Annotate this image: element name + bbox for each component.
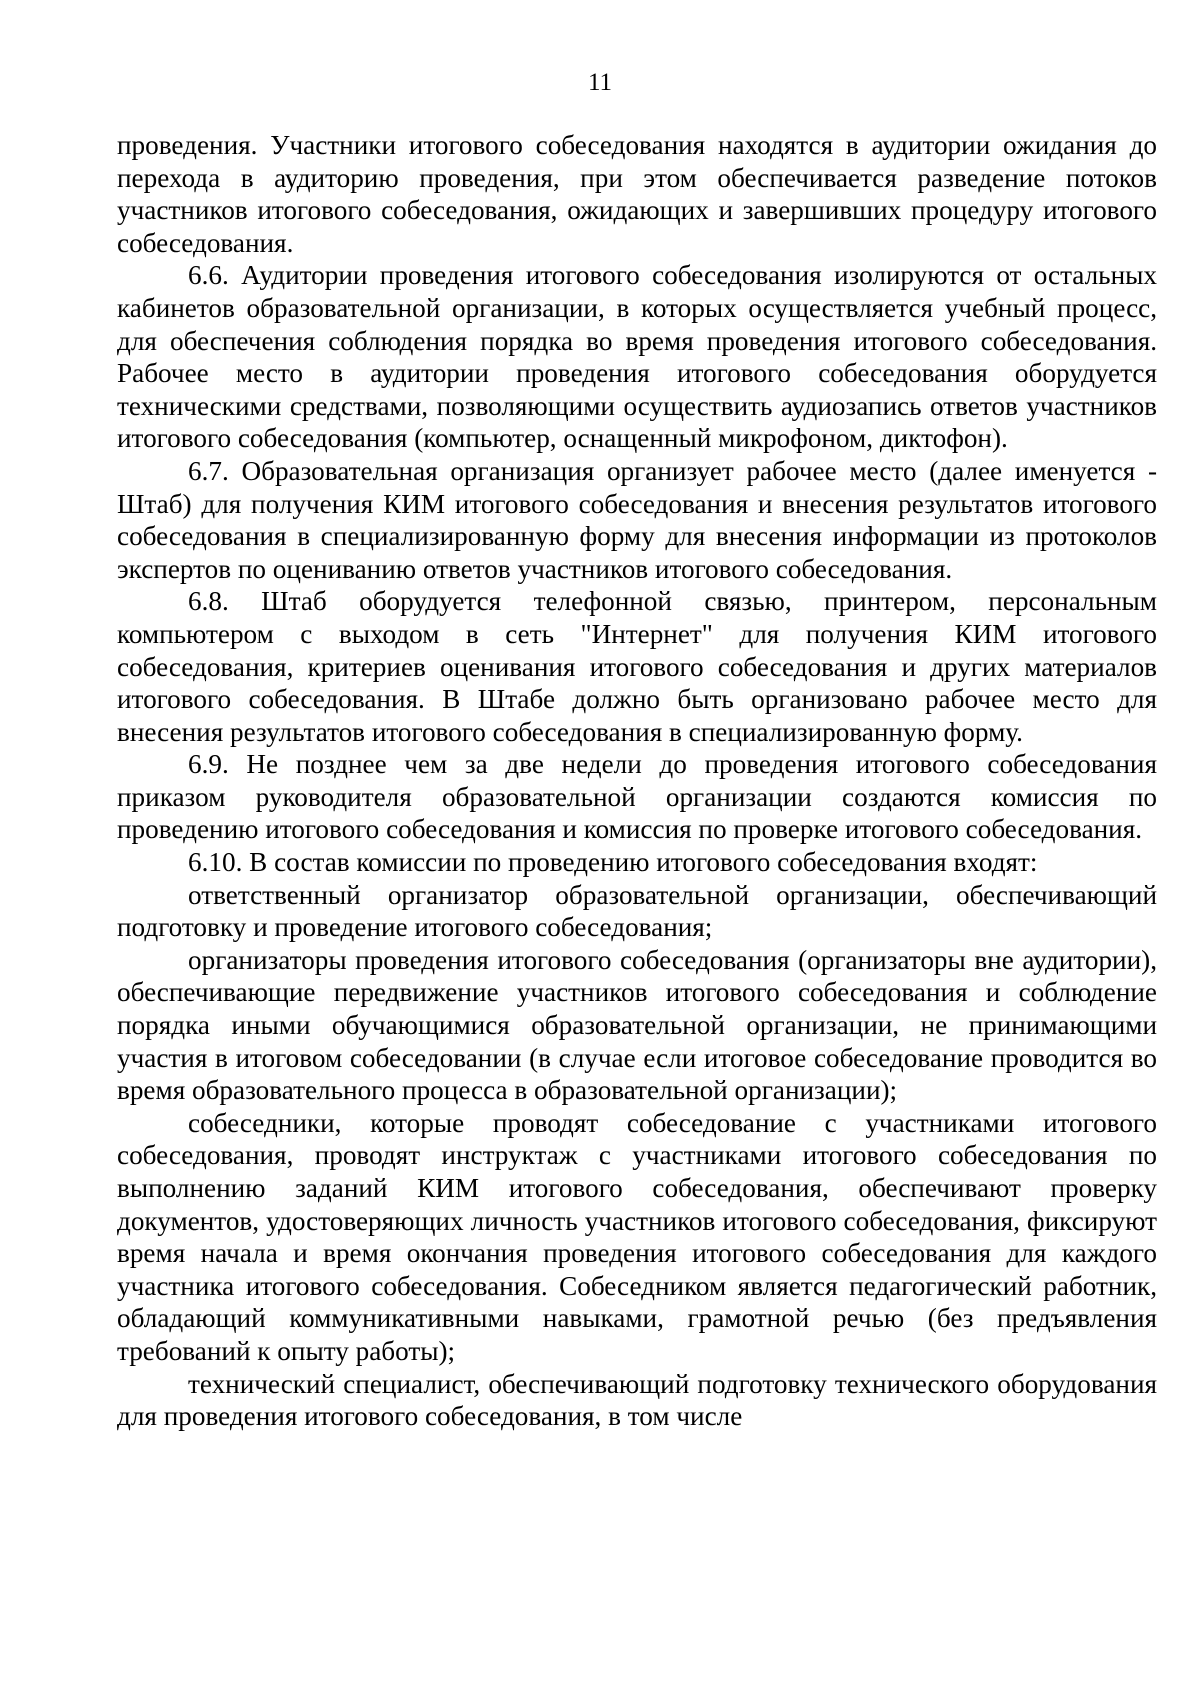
- page-number: 11: [587, 69, 613, 96]
- list-item-interlocutors: собеседники, которые проводят собеседование с участниками итогового собеседования, проводят инструктаж с участниками итогового собеседования по выполнению заданий КИМ итогового собеседования, обеспечивают проверку документов, удостоверяющих личность участников итогового собеседования, фиксируют время начала и время окончания проведения итогового собеседования для каждого участника итогового собеседования. Собеседником является педагогический работник, обладающий коммуникативными навыками, грамотной речью (без предъявления требований к опыту работы);: [117, 1107, 1157, 1366]
- paragraph-6-9: 6.9. Не позднее чем за две недели до проведения итогового собеседования приказом руководителя образовательной организации создаются комиссия по проведению итогового собеседования и комиссия по проверке итогового собеседования.: [117, 749, 1157, 845]
- list-item-organizers: организаторы проведения итогового собеседования (организаторы вне аудитории), обеспечивающие передвижение участников итогового собеседования и соблюдение порядка иными обучающимися образовательной организации, не принимающими участия в итоговом собеседовании (в случае если итоговое собеседование проводится во время образовательного процесса в образовательной организации);: [117, 944, 1157, 1106]
- document-body: [117, 129, 1157, 1433]
- paragraph-6-10: 6.10. В состав комиссии по проведению итогового собеседования входят:: [188, 847, 1038, 878]
- paragraph-6-8: 6.8. Штаб оборудуется телефонной связью, принтером, персональным компьютером с выходом в сеть "Интернет" для получения КИМ итогового собеседования, критериев оценивания итогового собеседования и других материалов итогового собеседования. В Штабе должно быть организовано рабочее место для внесения результатов итогового собеседования в специализированную форму.: [117, 586, 1157, 747]
- list-item-responsible-organizer: ответственный организатор образовательной организации, обеспечивающий подготовку и проведение итогового собеседования;: [117, 879, 1157, 943]
- paragraph-6-7: 6.7. Образовательная организация организует рабочее место (далее именуется - Штаб) для получения КИМ итогового собеседования и внесения результатов итогового собеседования в специализированную форму для внесения информации из протоколов экспертов по оцениванию ответов участников итогового собеседования.: [117, 455, 1157, 584]
- list-item-technical-specialist: технический специалист, обеспечивающий подготовку технического оборудования для проведения итогового собеседования, в том числе: [117, 1368, 1157, 1432]
- paragraph-continuation: проведения. Участники итогового собеседования находятся в аудитории ожидания до перехода в аудиторию проведения, при этом обеспечивается разведение потоков участников итогового собеседования, ожидающих и завершивших процедуру итогового собеседования.: [117, 130, 1157, 258]
- paragraph-6-6: 6.6. Аудитории проведения итогового собеседования изолируются от остальных кабинетов образовательной организации, в которых осуществляется учебный процесс, для обеспечения соблюдения порядка во время проведения итогового собеседования. Рабочее место в аудитории проведения итогового собеседования оборудуется техническими средствами, позволяющими осуществить аудиозапись ответов участников итогового собеседования (компьютер, оснащенный микрофоном, диктофон).: [117, 260, 1157, 454]
